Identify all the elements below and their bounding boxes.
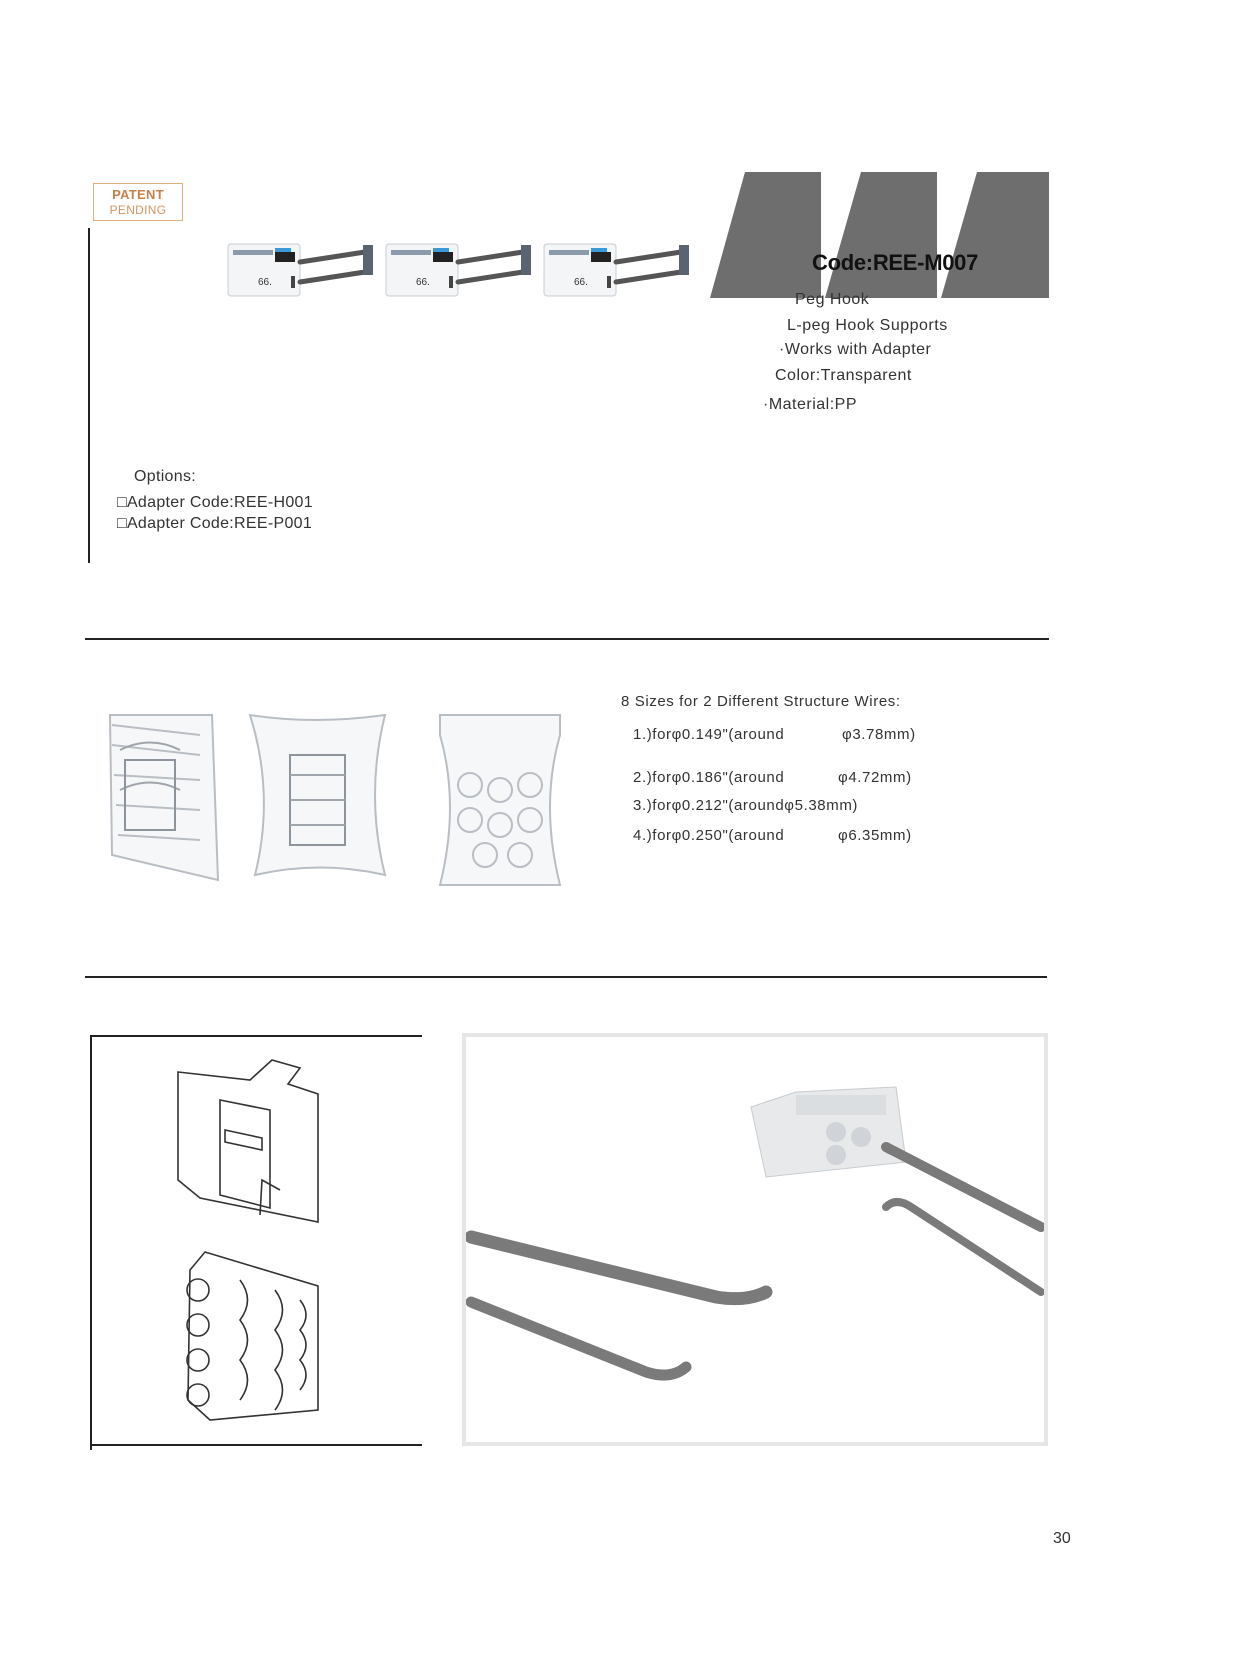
size-item-value: φ6.35mm) xyxy=(838,827,912,844)
adapter-drawing xyxy=(187,1252,318,1420)
price-label: 66. xyxy=(416,277,430,288)
hook-rod xyxy=(471,1237,766,1299)
section-divider xyxy=(85,638,1049,640)
adapter-drawing xyxy=(178,1060,318,1222)
adapter-render xyxy=(110,715,218,880)
patent-pending-badge xyxy=(93,183,183,221)
frame-rule-top xyxy=(90,1035,422,1037)
peg-hook-illustration xyxy=(466,1037,1044,1442)
hook-render xyxy=(386,244,531,296)
adapter-line-drawings xyxy=(170,1050,340,1430)
adapter-images xyxy=(100,705,590,895)
adapter-render xyxy=(440,715,560,885)
section-rule-vertical xyxy=(88,228,90,563)
option-item: □Adapter Code:REE-H001 xyxy=(117,494,313,511)
product-photo xyxy=(462,1033,1048,1446)
size-item: 4.)forφ0.250"(around xyxy=(633,827,785,844)
price-label: 66. xyxy=(258,277,272,288)
size-item-value: φ4.72mm) xyxy=(838,769,912,786)
hook-render xyxy=(228,244,373,296)
page-number: 30 xyxy=(1053,1530,1071,1547)
feature-item: Color:Transparent xyxy=(775,367,912,384)
product-code: Code:REE-M007 xyxy=(812,250,979,275)
adapter-render xyxy=(250,715,385,875)
size-item: 2.)forφ0.186"(around xyxy=(633,769,785,786)
hook-render xyxy=(544,244,689,296)
sizes-heading: 8 Sizes for 2 Different Structure Wires: xyxy=(621,693,901,710)
section-divider xyxy=(85,976,1047,978)
hook-rod xyxy=(886,1147,1041,1227)
feature-item: Peg Hook xyxy=(795,291,870,308)
price-label: 66. xyxy=(574,277,588,288)
feature-item: L-peg Hook Supports xyxy=(787,317,948,334)
frame-rule-vertical xyxy=(90,1035,92,1450)
decorative-banner xyxy=(705,170,1050,300)
option-item: □Adapter Code:REE-P001 xyxy=(117,515,313,532)
size-item: 3.)forφ0.212"(aroundφ5.38mm) xyxy=(633,797,859,814)
badge-line-1: PATENT xyxy=(112,187,164,202)
badge-line-2: PENDING xyxy=(109,203,167,217)
product-hook-images xyxy=(225,240,710,302)
adapter-block xyxy=(751,1087,906,1177)
size-item: 1.)forφ0.149"(around xyxy=(633,726,785,743)
frame-rule-bottom xyxy=(90,1444,422,1446)
feature-item: ·Material:PP xyxy=(763,396,858,413)
feature-item: ·Works with Adapter xyxy=(779,341,932,358)
size-item-value: φ3.78mm) xyxy=(842,726,916,743)
hook-rod xyxy=(471,1302,686,1375)
options-title: Options: xyxy=(134,468,196,485)
